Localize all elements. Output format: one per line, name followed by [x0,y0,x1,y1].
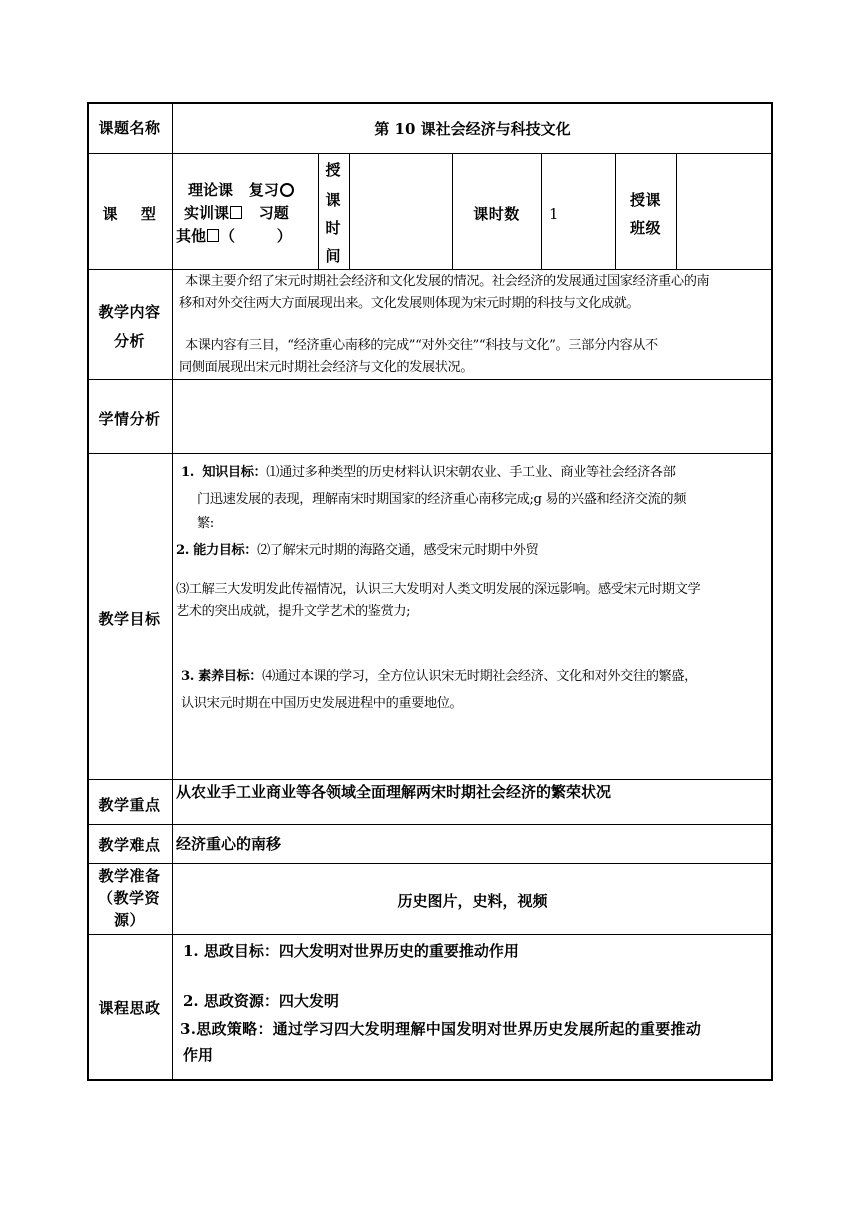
content-para-1-line-2: 移和对外交往两大方面展现出来。文化发展则体现为宋元时期的科技与文化成就。 [179,296,640,311]
knowledge-objective-prefix: 1. 知识目标： [181,465,267,480]
hours-value: 1 [549,205,559,223]
column-divider [318,153,319,269]
column-divider [615,153,616,269]
row-divider [87,153,773,154]
ideology-line-3: 3.思政策略：通过学习四大发明理解中国发明对世界历史发展所起的重要推动 [180,1020,702,1038]
literacy-objective-line-1: ⑷通过本课的学习，全方位认识宋无时期社会经济、文化和对外交往的繁盛， [262,669,697,684]
option-review: 复习 [248,181,279,199]
key-point-label: 教学重点 [98,796,161,814]
row-divider [87,379,773,380]
preparation-label-line-2: （教学资 [97,889,160,907]
difficulty-value: 经济重心的南移 [176,835,282,853]
class-label-line-1: 授课 [629,191,661,209]
column-divider [349,153,350,269]
knowledge-objective-line-2: 门迅速发展的表现，理解南宋时期国家的经济重心南移完成;g 易的兴盛和经济交流的频 [197,492,687,507]
teaching-time-char: 间 [325,247,341,265]
option-practical: 实训课 [184,204,230,222]
teaching-time-char: 课 [325,191,341,209]
column-divider [172,102,173,1081]
content-para-1-line-1: 本课主要介绍了宋元时期社会经济和文化发展的情况。社会经济的发展通过国家经济重心的南 [185,274,710,289]
content-para-2-line-2: 同侧面展现出宋元时期社会经济与文化的发展状况。 [179,360,474,375]
row-divider [87,934,773,935]
objectives-text [176,459,772,717]
ideology-line-1: 1. 思政目标：四大发明对世界历史的重要推动作用 [183,942,519,960]
ideology-line-2: 2. 思政资源：四大发明 [183,992,339,1010]
ability-objective-line-3: 艺术的突出成就，提升文学艺术的鉴赏力; [176,604,411,619]
row-divider [87,824,773,825]
knowledge-objective-line-3: 繁: [197,516,214,531]
option-exercise: 习题 [258,204,289,222]
course-type-label: 课 型 [102,205,157,223]
lesson-title: 第 10 课社会经济与科技文化 [374,120,571,138]
content-analysis-text [179,271,771,379]
content-para-2-line-1: 本课内容有三目，“经济重心南移的完成”“对外交往”“科技与文化”。三部分内容从不 [185,338,658,353]
option-other-blank: （ ） [220,227,292,245]
ideology-text [180,939,772,1067]
teaching-time-char: 授 [325,161,341,179]
selected-radio-icon [280,183,294,197]
preparation-value: 历史图片，史料，视频 [397,892,548,910]
preparation-label-line-1: 教学准备 [98,867,161,885]
row-divider [87,863,773,864]
column-divider [541,153,542,269]
option-theory: 理论课 [188,181,234,199]
title-label: 课题名称 [98,119,161,137]
knowledge-objective-line-1: ⑴通过多种类型的历史材料认识宋朝农业、手工业、商业等社会经济各部 [266,465,676,480]
row-divider [87,779,773,780]
ability-objective-prefix: 2. 能力目标： [176,543,258,558]
content-analysis-label-line-1: 教学内容 [98,303,161,321]
ideology-line-4: 作用 [183,1046,214,1064]
teaching-time-char: 时 [325,219,341,237]
checkbox-icon [230,206,242,219]
content-analysis-label-line-2: 分析 [113,332,145,350]
course-type-options [176,179,318,248]
option-other: 其他 [176,227,207,245]
objectives-label: 教学目标 [98,610,161,628]
checkbox-icon [207,229,219,242]
difficulty-label: 教学难点 [98,836,161,854]
row-divider [87,269,773,270]
key-point-value: 从农业手工业商业等各领域全面理解两宋时期社会经济的繁荣状况 [176,783,612,801]
column-divider [676,153,677,269]
class-label-line-2: 班级 [629,219,661,237]
hours-label: 课时数 [473,205,520,223]
ideology-label: 课程思政 [98,999,161,1017]
literacy-objective-prefix: 3. 素养目标： [181,669,263,684]
ability-objective-line-2: ⑶工解三大发明发此传福情况，认识三大发明对人类文明发展的深远影响。感受宋元时期文学 [176,582,701,597]
row-divider [87,453,773,454]
ability-objective-line-1: ⑵了解宋元时期的海路交通，感受宋元时期中外贸 [257,543,539,558]
learner-analysis-label: 学情分析 [98,410,161,428]
preparation-label-line-3: 源） [113,911,145,929]
literacy-objective-line-2: 认识宋元时期在中国历史发展进程中的重要地位。 [181,696,463,711]
